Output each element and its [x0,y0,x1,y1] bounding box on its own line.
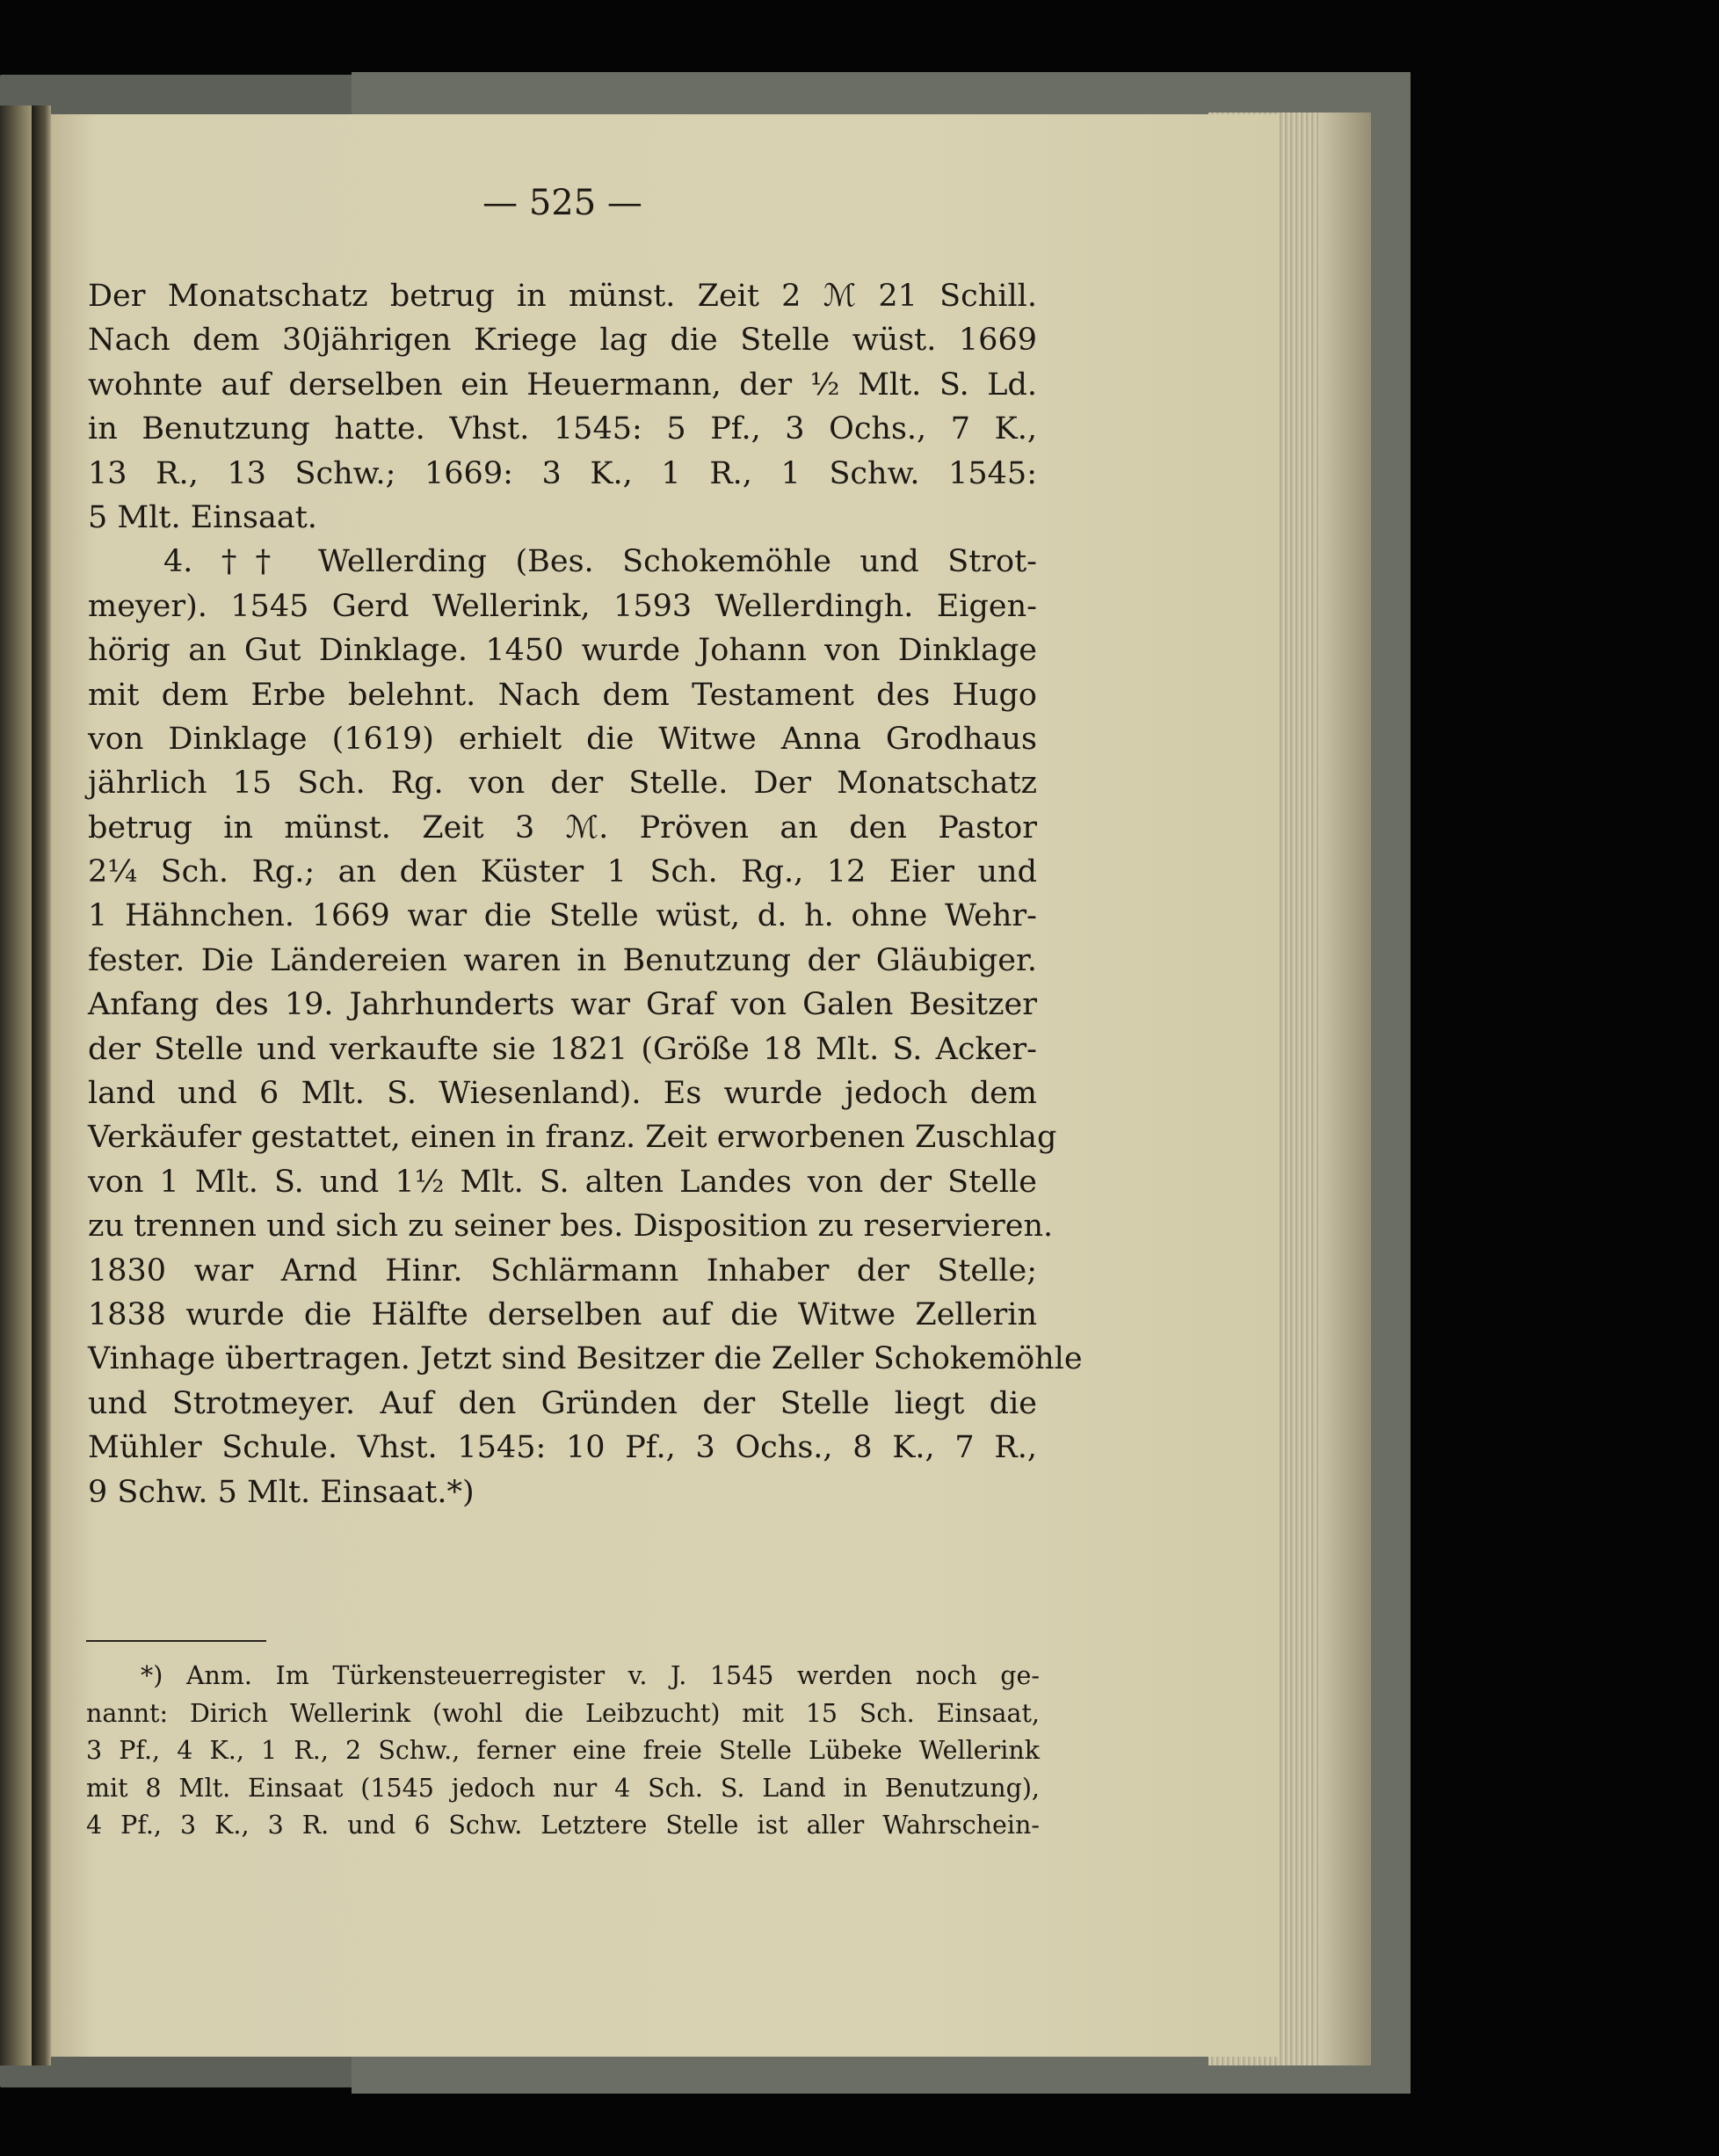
footnote-rule [86,1640,266,1642]
text-line: 1830 war Arnd Hinr. Schlärmann Inhaber der Stelle; [88,1252,1037,1289]
text-line: zu trennen und sich zu seiner bes. Disposition zu reservieren. [88,1209,1054,1245]
text-line: 4. †† Wellerding (Bes. Schokemöhle und Strot- [163,544,1037,580]
text-line: mit dem Erbe belehnt. Nach dem Testament des Hugo [88,677,1037,713]
text-line: Mühler Schule. Vhst. 1545: 10 Pf., 3 Ochs., 8 K., 7 R., [88,1430,1037,1466]
text-line: Nach dem 30jährigen Kriege lag die Stelle wüst. 1669 [88,323,1037,359]
footnote-line: nannt: Dirich Wellerink (wohl die Leibzucht) mit 15 Sch. Einsaat, [86,1698,1040,1728]
text-line: 1838 wurde die Hälfte derselben auf die Witwe Zellerin [88,1296,1037,1332]
footnote-line: 4 Pf., 3 K., 3 R. und 6 Schw. Letztere Stelle ist aller Wahrschein- [86,1811,1040,1840]
text-line: 5 Mlt. Einsaat. [88,499,317,535]
text-line: betrug in münst. Zeit 3 ℳ. Pröven an den Pastor [88,809,1037,846]
footnote-line: *) Anm. Im Türkensteuerregister v. J. 1545 werden noch ge- [141,1661,1040,1690]
text-line: von Dinklage (1619) erhielt die Witwe Anna Grodhaus [88,721,1037,757]
text-line: der Stelle und verkaufte sie 1821 (Größe 18 Mlt. S. Acker- [88,1031,1037,1067]
text-line: 1 Hähnchen. 1669 war die Stelle wüst, d. h. ohne Wehr- [88,898,1037,934]
text-line: hörig an Gut Dinklage. 1450 wurde Johann von Dinklage [88,633,1037,669]
text-line: Vinhage übertragen. Jetzt sind Besitzer die Zeller Schokemöhle [88,1341,1083,1377]
text-line: von 1 Mlt. S. und 1½ Mlt. S. alten Landes von der Stelle [88,1164,1037,1200]
text-line: meyer). 1545 Gerd Wellerink, 1593 Wellerdingh. Eigen- [88,588,1037,624]
page-stack-shadow [1318,113,1371,2065]
text-line: in Benutzung hatte. Vhst. 1545: 5 Pf., 3 Ochs., 7 K., [88,411,1037,447]
text-line: Der Monatschatz betrug in münst. Zeit 2 ℳ 21 Schill. [88,279,1037,314]
footnote [86,1658,1040,1845]
text-line: und Strotmeyer. Auf den Gründen der Stelle liegt die [88,1385,1037,1421]
text-line: Anfang des 19. Jahrhunderts war Graf von Galen Besitzer [88,987,1037,1023]
page-number: — 525 — [482,183,642,223]
text-line: Verkäufer gestattet, einen in franz. Zeit erworbenen Zuschlag [88,1120,1057,1156]
text-line: jährlich 15 Sch. Rg. von der Stelle. Der Monatschatz [88,766,1037,802]
text-line: fester. Die Ländereien waren in Benutzung der Gläubiger. [88,942,1037,978]
text-line: 9 Schw. 5 Mlt. Einsaat.*) [88,1474,475,1510]
footnote-line: mit 8 Mlt. Einsaat (1545 jedoch nur 4 Sch. S. Land in Benutzung), [86,1773,1040,1803]
text-line: 2¼ Sch. Rg.; an den Küster 1 Sch. Rg., 12 Eier und [88,854,1037,890]
text-line: land und 6 Mlt. S. Wiesenland). Es wurde jedoch dem [88,1076,1037,1112]
footnote-line: 3 Pf., 4 K., 1 R., 2 Schw., ferner eine freie Stelle Lübeke Wellerink [86,1736,1040,1765]
body-text [88,274,1083,1514]
book-gutter [32,105,51,2065]
text-line: 13 R., 13 Schw.; 1669: 3 K., 1 R., 1 Schw. 1545: [88,455,1037,491]
text-line: wohnte auf derselben ein Heuermann, der ½ Mlt. S. Ld. [88,367,1037,403]
